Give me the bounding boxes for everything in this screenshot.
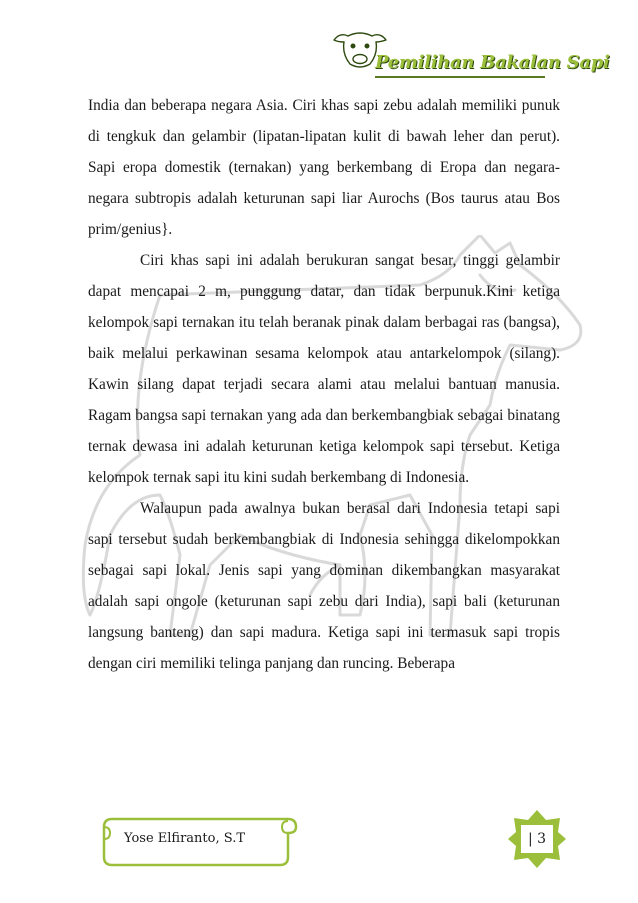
footer-author (98, 817, 298, 867)
page-number-badge (506, 808, 568, 870)
paragraph: Walaupun pada awalnya bukan berasal dari Indonesia tetapi sapi sapi tersebut sudah berkembangbiak di Indonesia sehingga dikelompokkan sebagai sapi lokal. Jenis sapi yang dominan dikembangkan masyarakat adalah sapi ongole (keturunan sapi zebu dari India), sapi bali (keturunan langsung banteng) dan sapi madura. Ketiga sapi ini termasuk sapi tropis dengan ciri memiliki telinga panjang dan runcing. Beberapa (88, 500, 560, 672)
page-header (330, 28, 610, 86)
paragraph: Ciri khas sapi ini adalah berukuran sangat besar, tinggi gelambir dapat mencapai 2 m, punggung datar, dan tidak berpunuk.Kini ketiga kelompok sapi ternakan itu telah beranak pinak dalam berbagai ras (bangsa), baik melalui perkawinan sesama kelompok atau antarkelompok (silang). Kawin silang dapat terjadi secara alami atau melalui bantuan manusia. Ragam bangsa sapi ternakan yang ada dan berkembangbiak sebagai binatang ternak dewasa ini adalah keturunan ketiga kelompok sapi tersebut. Ketiga kelompok ternak sapi itu kini sudah berkembang di Indonesia. (88, 252, 560, 486)
header-divider (375, 76, 545, 78)
header-title: Pemilihan Bakalan Sapi (375, 52, 610, 73)
body-text (88, 90, 560, 679)
author-name: Yose Elfiranto, S.T (124, 831, 245, 846)
page-number: | 3 (527, 831, 547, 847)
paragraph: India dan beberapa negara Asia. Ciri khas sapi zebu adalah memiliki punuk di tengkuk dan gelambir (lipatan-lipatan kulit di bawah leher dan perut). Sapi eropa domestik (ternakan) yang berkembang di Eropa dan negara-negara subtropis adalah keturunan sapi liar Aurochs (Bos taurus atau Bos prim/genius}. (88, 97, 560, 238)
